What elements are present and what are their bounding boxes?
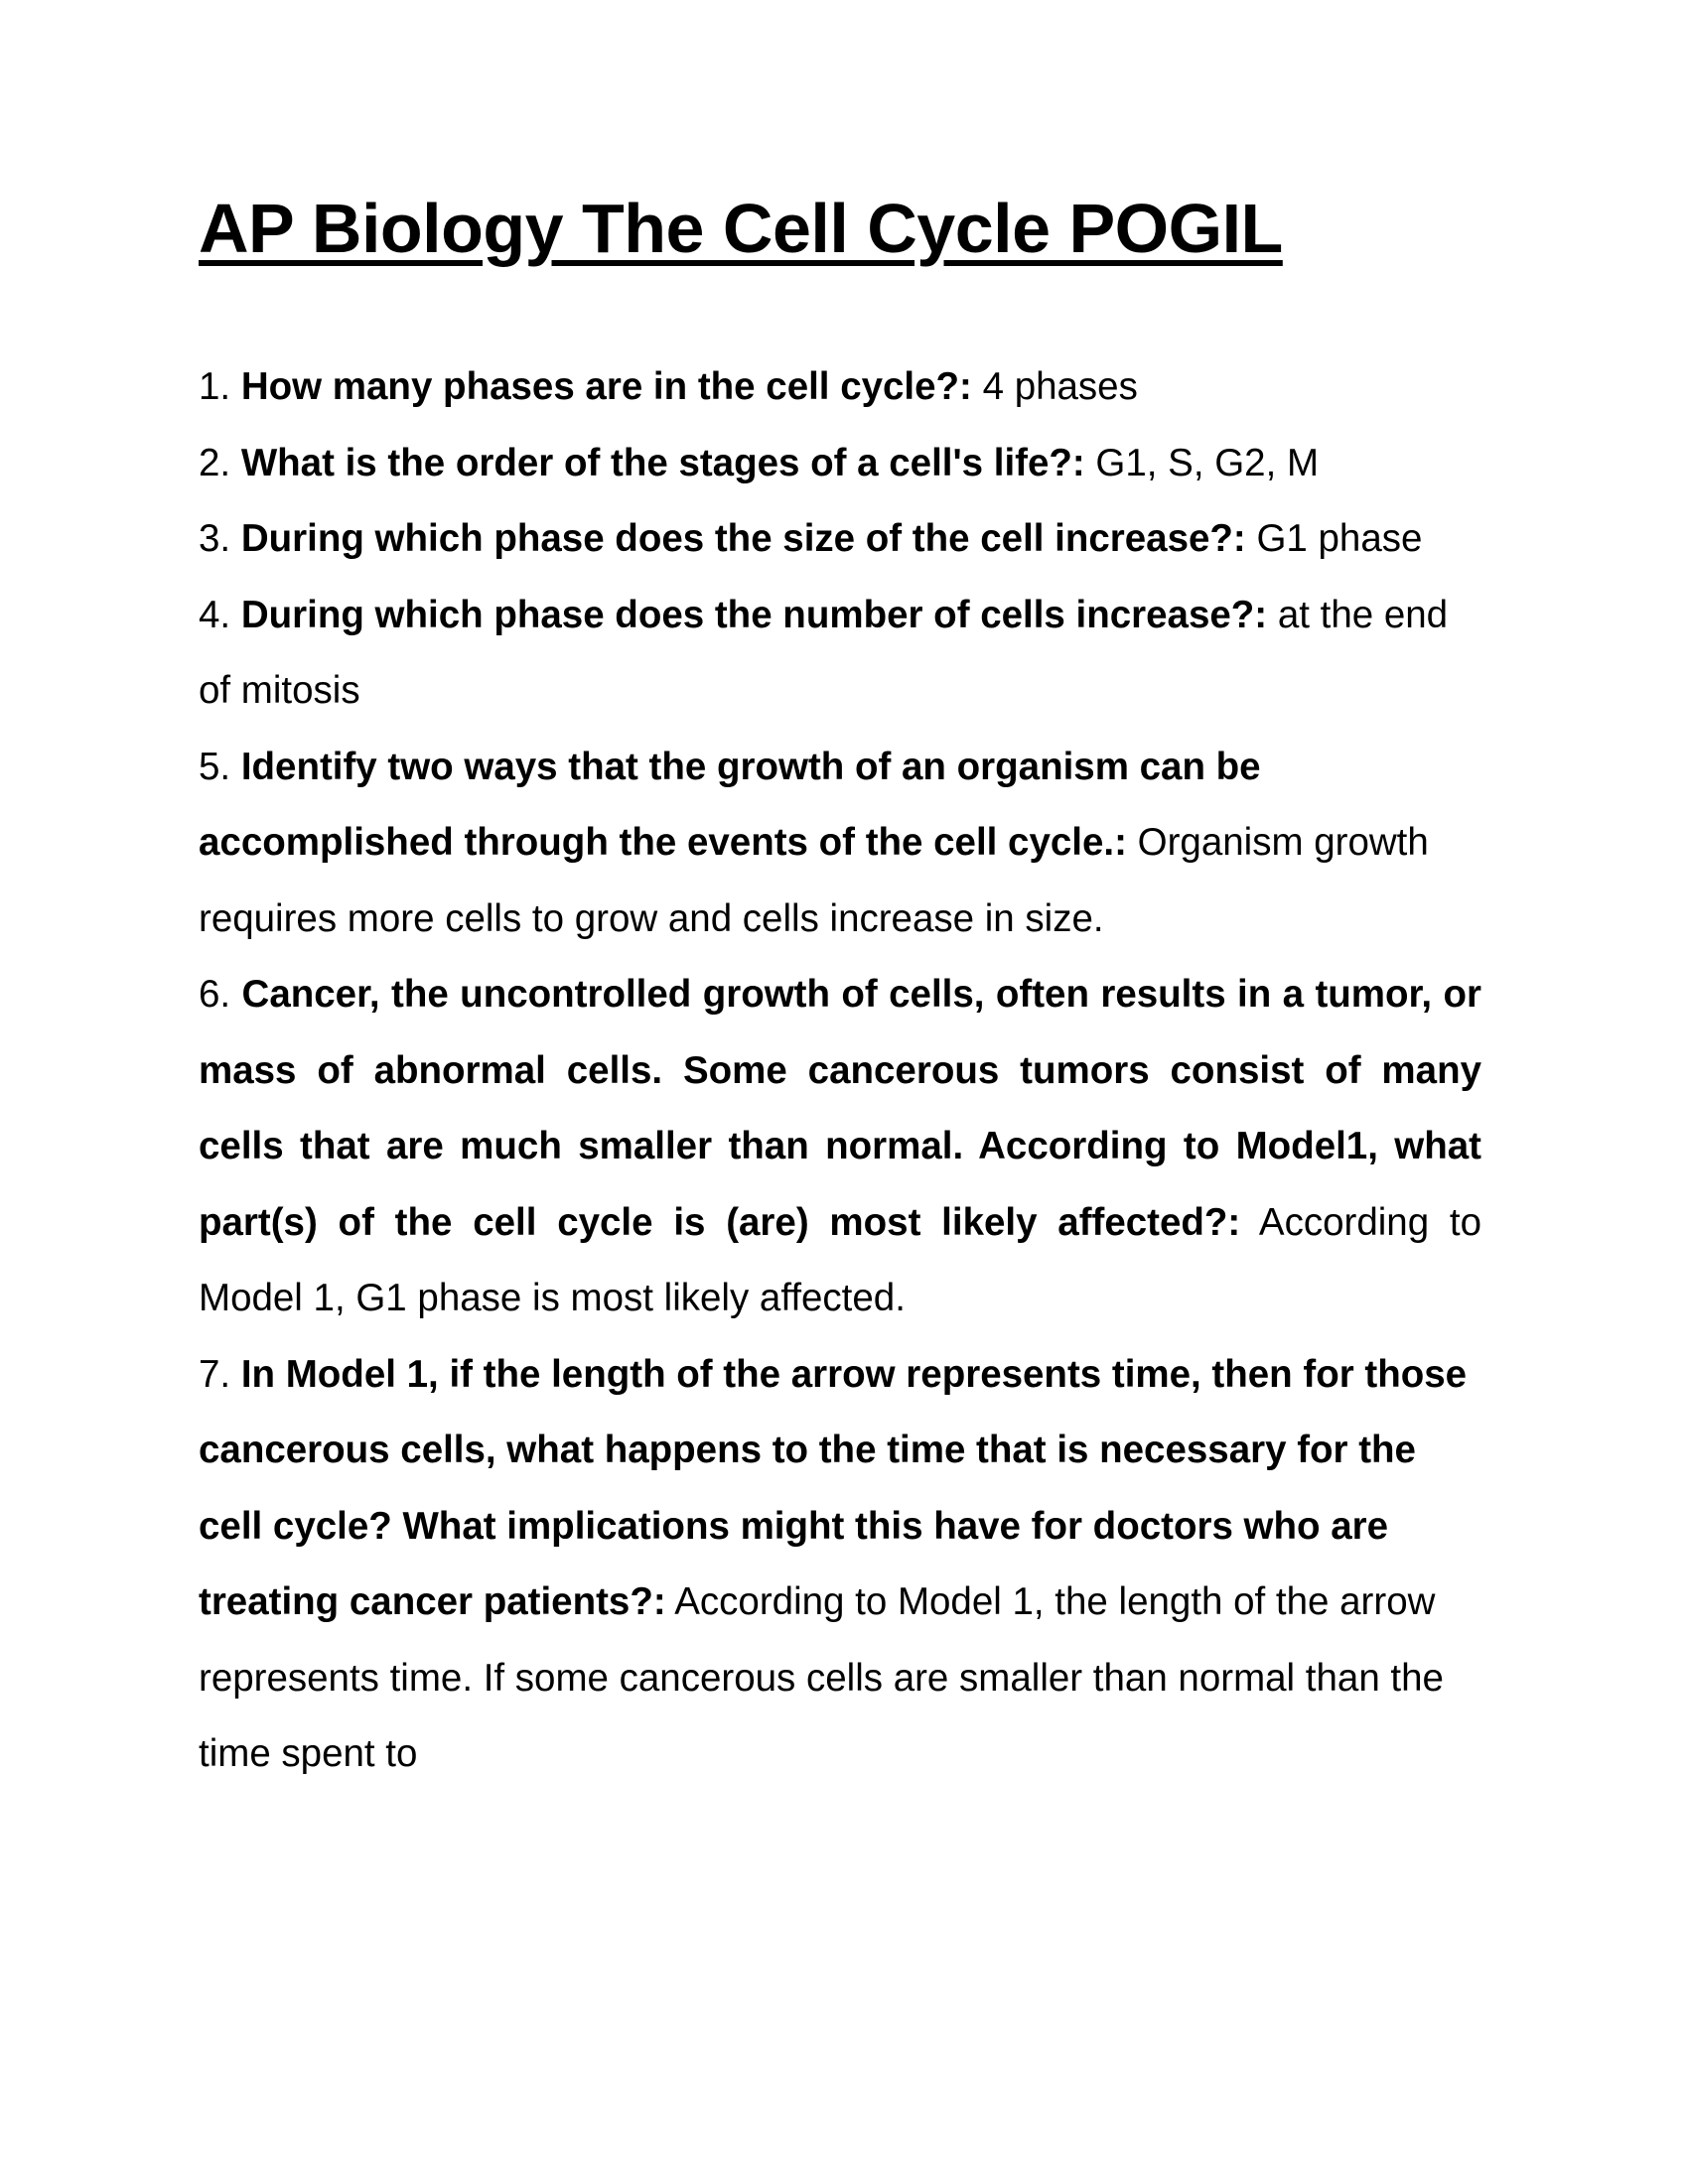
question-item-4	[199, 578, 1481, 730]
question-list	[199, 349, 1481, 1793]
item-number: 5.	[199, 745, 241, 788]
document-title: AP Biology The Cell Cycle POGIL	[199, 190, 1283, 267]
answer-text: Organism growth requires more cells to grow and cells increase in size.	[199, 821, 1429, 940]
item-number: 1.	[199, 365, 241, 408]
item-number: 6.	[199, 973, 242, 1016]
answer-text: G1 phase	[1245, 517, 1423, 560]
question-text: In Model 1, if the length of the arrow represents time, then for those cancerous cells, what happens to the time that is necessary for the cell cycle? What implications might this have for doctors who are treating cancer patients?:	[199, 1352, 1468, 1623]
item-number: 2.	[199, 441, 241, 484]
question-text: Cancer, the uncontrolled growth of cells, often results in a tumor, or mass of abnormal cells. Some cancerous tumors consist of many cells that are much smaller than normal. According to Model1, what part(s) of the cell cycle is (are) most likely affected?:	[199, 973, 1481, 1244]
document-page	[199, 179, 1481, 1793]
question-text: How many phases are in the cell cycle?:	[240, 365, 972, 408]
item-number: 4.	[199, 593, 241, 636]
answer-text: According to Model 1, G1 phase is most likely affected.	[199, 1200, 1481, 1319]
question-item-2	[199, 426, 1481, 502]
answer-text: According to Model 1, the length of the arrow represents time. If some cancerous cells are smaller than normal than the time spent to	[199, 1580, 1444, 1775]
item-number: 3.	[199, 517, 241, 560]
question-text: During which phase does the size of the cell increase?:	[240, 517, 1246, 560]
answer-text: G1, S, G2, M	[1084, 441, 1320, 484]
question-item-5	[199, 730, 1481, 958]
question-text: Identify two ways that the growth of an organism can be accomplished through the events of the cell cycle.:	[199, 745, 1261, 864]
question-text: What is the order of the stages of a cell's life?:	[240, 441, 1085, 484]
question-item-6	[199, 957, 1481, 1337]
answer-text: at the end of mitosis	[199, 593, 1449, 712]
question-item-3	[199, 501, 1481, 578]
answer-text: 4 phases	[971, 365, 1138, 408]
question-item-1	[199, 349, 1481, 426]
item-number: 7.	[199, 1352, 241, 1396]
question-item-7	[199, 1337, 1481, 1793]
question-text: During which phase does the number of cells increase?:	[240, 593, 1268, 636]
